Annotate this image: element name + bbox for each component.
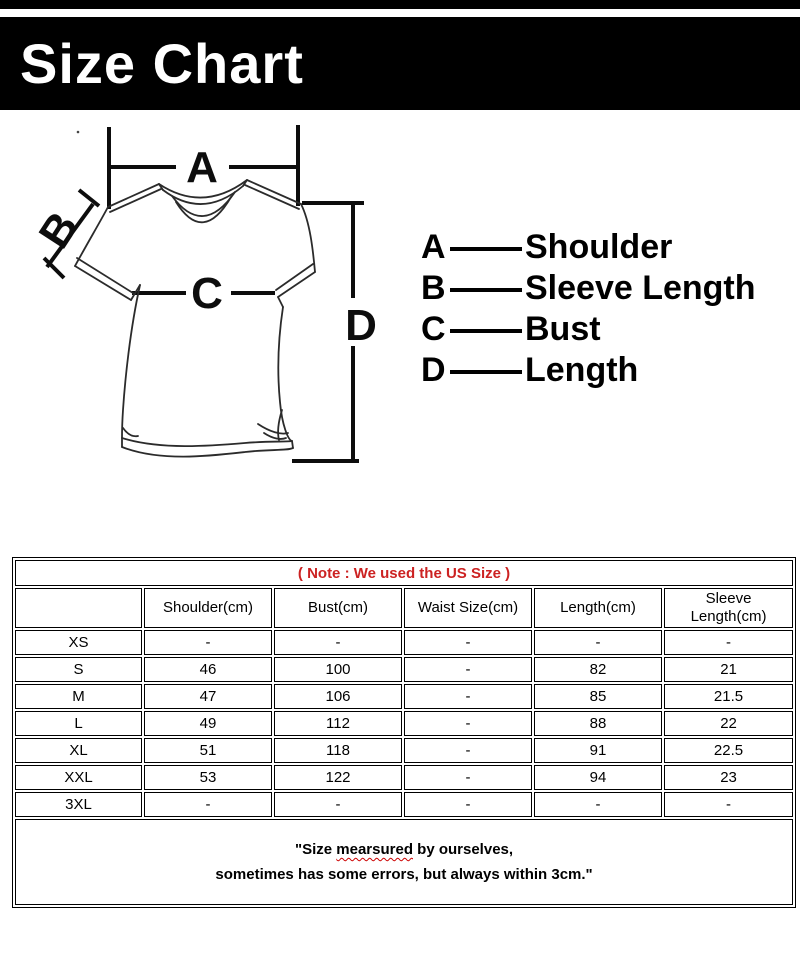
cell-bust: 100 <box>274 657 402 682</box>
table-row-xs <box>15 630 793 655</box>
size-label: S <box>15 657 142 682</box>
legend-letter: C <box>421 310 446 348</box>
cell-shoulder: 49 <box>144 711 272 736</box>
cell-waist: - <box>404 630 532 655</box>
table-header-row <box>15 588 793 628</box>
cell-shoulder: 46 <box>144 657 272 682</box>
cell-bust: - <box>274 630 402 655</box>
cell-sleeve: - <box>664 630 793 655</box>
diagram-letter-d: D <box>345 301 377 350</box>
tshirt-measurement-diagram <box>30 110 420 555</box>
column-header-bust: Bust(cm) <box>274 588 402 628</box>
table-row-xxl <box>15 765 793 790</box>
cell-bust: 106 <box>274 684 402 709</box>
speck <box>77 131 80 134</box>
diagram-letter-a: A <box>186 143 218 192</box>
table-row-l <box>15 711 793 736</box>
column-header-length: Length(cm) <box>534 588 662 628</box>
size-table <box>12 557 796 908</box>
legend-dash-line <box>450 247 522 251</box>
cell-sleeve: - <box>664 792 793 817</box>
table-row-xl <box>15 738 793 763</box>
size-label: XS <box>15 630 142 655</box>
note-row <box>15 560 793 586</box>
legend-row-shoulder <box>421 227 756 268</box>
cell-length: 88 <box>534 711 662 736</box>
cell-waist: - <box>404 792 532 817</box>
legend-label: Bust <box>525 310 601 348</box>
cell-bust: 122 <box>274 765 402 790</box>
legend-dash-line <box>450 370 522 374</box>
cell-sleeve: 23 <box>664 765 793 790</box>
legend-dash-line <box>450 288 522 292</box>
cell-bust: 118 <box>274 738 402 763</box>
misspelled-word: mearsured <box>336 841 413 858</box>
legend-label: Shoulder <box>525 228 673 266</box>
column-header-waist: Waist Size(cm) <box>404 588 532 628</box>
tshirt-drawing <box>75 180 315 457</box>
cell-shoulder: 53 <box>144 765 272 790</box>
legend-dash-line <box>450 329 522 333</box>
column-header-sleeve-length: Sleeve Length(cm) <box>664 588 793 628</box>
legend-letter: D <box>421 351 446 389</box>
title-bar <box>0 17 800 110</box>
cell-bust: - <box>274 792 402 817</box>
cell-shoulder: 47 <box>144 684 272 709</box>
table-row-3xl <box>15 792 793 817</box>
legend-row-length <box>421 350 756 391</box>
cell-bust: 112 <box>274 711 402 736</box>
cell-length: 82 <box>534 657 662 682</box>
disclaimer-text: by ourselves, <box>413 841 514 858</box>
diagram-letter-b: B <box>30 203 89 257</box>
measurement-legend <box>421 227 756 391</box>
legend-label: Sleeve Length <box>525 269 756 307</box>
size-label: L <box>15 711 142 736</box>
table-row-m <box>15 684 793 709</box>
cell-waist: - <box>404 738 532 763</box>
measurement-disclaimer <box>15 819 793 905</box>
cell-length: 91 <box>534 738 662 763</box>
disclaimer-line-2: sometimes has some errors, but always within 3cm." <box>215 866 593 883</box>
size-label: XXL <box>15 765 142 790</box>
diagram-letter-c: C <box>191 269 223 318</box>
cell-waist: - <box>404 657 532 682</box>
cell-waist: - <box>404 711 532 736</box>
cell-shoulder: 51 <box>144 738 272 763</box>
legend-row-sleeve-length <box>421 268 756 309</box>
disclaimer-line-1 <box>16 837 792 862</box>
cell-sleeve: 21 <box>664 657 793 682</box>
top-black-strip <box>0 0 800 9</box>
legend-letter: A <box>421 228 446 266</box>
size-label: M <box>15 684 142 709</box>
cell-sleeve: 22 <box>664 711 793 736</box>
legend-letter: B <box>421 269 446 307</box>
legend-row-bust <box>421 309 756 350</box>
cell-shoulder: - <box>144 792 272 817</box>
column-header-size <box>15 588 142 628</box>
footnote-row <box>15 819 793 905</box>
cell-waist: - <box>404 765 532 790</box>
size-label: XL <box>15 738 142 763</box>
cell-sleeve: 21.5 <box>664 684 793 709</box>
cell-length: 85 <box>534 684 662 709</box>
cell-shoulder: - <box>144 630 272 655</box>
cell-length: 94 <box>534 765 662 790</box>
legend-label: Length <box>525 351 639 389</box>
cell-sleeve: 22.5 <box>664 738 793 763</box>
size-label: 3XL <box>15 792 142 817</box>
cell-length: - <box>534 630 662 655</box>
cell-waist: - <box>404 684 532 709</box>
page-title: Size Chart <box>20 32 304 95</box>
disclaimer-text: "Size <box>294 841 337 858</box>
column-header-shoulder: Shoulder(cm) <box>144 588 272 628</box>
us-size-note: ( Note : We used the US Size ) <box>15 560 793 586</box>
table-row-s <box>15 657 793 682</box>
cell-length: - <box>534 792 662 817</box>
